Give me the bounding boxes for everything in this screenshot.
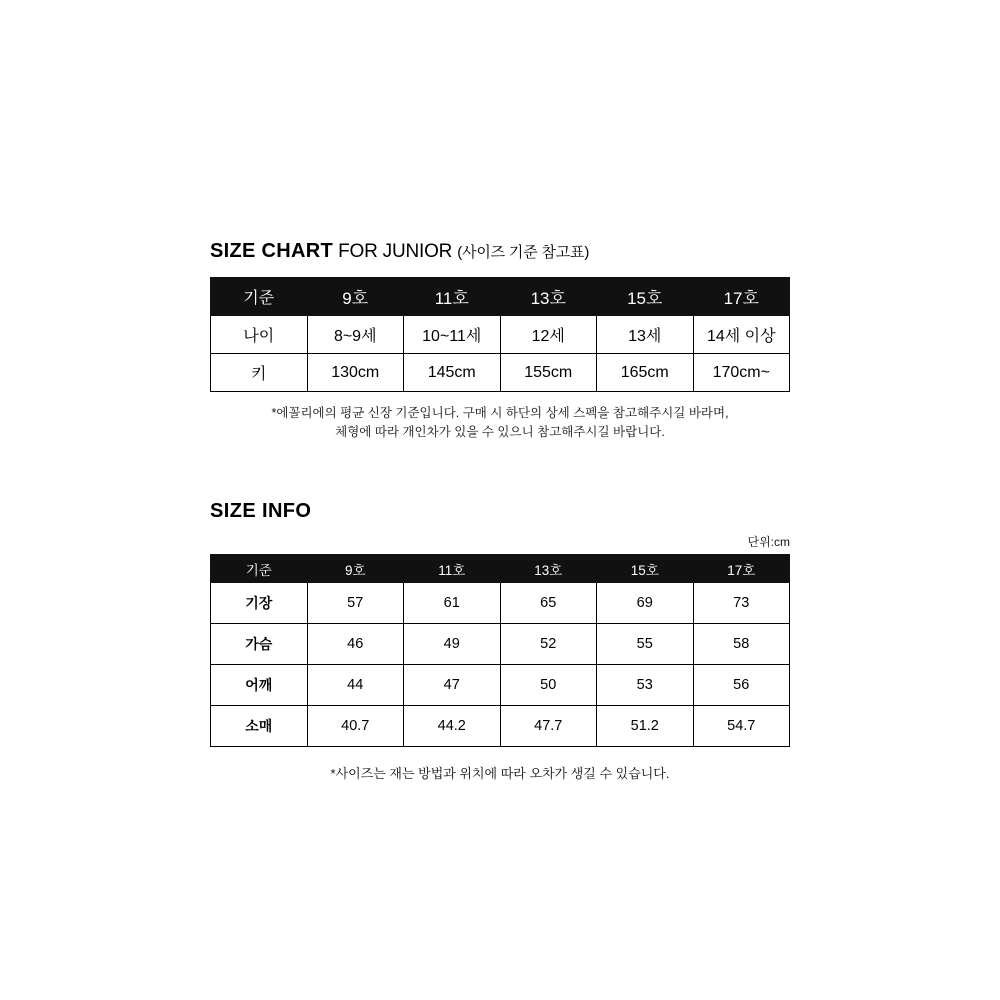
cell-length-11: 61 <box>404 583 501 624</box>
cell-shoulder-9: 44 <box>307 665 404 706</box>
column-header-base: 기준 <box>211 555 308 583</box>
column-header-9: 9호 <box>307 278 404 316</box>
cell-sleeve-13: 47.7 <box>500 706 597 747</box>
column-header-13: 13호 <box>500 555 597 583</box>
size-info-unit-label: 단위:cm <box>747 535 790 549</box>
column-header-base: 기준 <box>211 278 308 316</box>
size-chart-title-paren: (사이즈 기준 참고표) <box>457 244 590 261</box>
cell-sleeve-11: 44.2 <box>404 706 501 747</box>
row-label-age: 나이 <box>211 316 308 354</box>
row-label-chest: 가슴 <box>211 624 308 665</box>
size-chart-note-line2: 체형에 따라 개인차가 있을 수 있으니 참고해주시길 바랍니다. <box>335 425 665 440</box>
cell-chest-13: 52 <box>500 624 597 665</box>
column-header-15: 15호 <box>597 555 694 583</box>
row-label-shoulder: 어깨 <box>211 665 308 706</box>
size-chart-table <box>210 277 790 392</box>
cell-age-11: 10~11세 <box>404 316 501 354</box>
table-row <box>211 665 790 706</box>
cell-age-9: 8~9세 <box>307 316 404 354</box>
cell-age-17: 14세 이상 <box>693 316 790 354</box>
size-chart-title <box>210 240 790 263</box>
row-label-height: 키 <box>211 354 308 392</box>
size-info-table <box>210 554 790 747</box>
cell-length-13: 65 <box>500 583 597 624</box>
cell-age-13: 12세 <box>500 316 597 354</box>
column-header-9: 9호 <box>307 555 404 583</box>
cell-chest-11: 49 <box>404 624 501 665</box>
table-row <box>211 624 790 665</box>
size-info-title: SIZE INFO <box>210 500 312 522</box>
cell-shoulder-13: 50 <box>500 665 597 706</box>
cell-sleeve-15: 51.2 <box>597 706 694 747</box>
cell-chest-15: 55 <box>597 624 694 665</box>
column-header-11: 11호 <box>404 555 501 583</box>
size-chart-section <box>210 240 790 443</box>
table-header-row <box>211 555 790 583</box>
size-chart-title-light: FOR JUNIOR <box>338 241 453 262</box>
table-header-row <box>211 278 790 316</box>
cell-chest-9: 46 <box>307 624 404 665</box>
cell-shoulder-15: 53 <box>597 665 694 706</box>
table-row <box>211 583 790 624</box>
table-row <box>211 354 790 392</box>
column-header-11: 11호 <box>404 278 501 316</box>
size-chart-note <box>210 404 790 443</box>
column-header-13: 13호 <box>500 278 597 316</box>
size-info-section <box>210 500 790 782</box>
cell-sleeve-17: 54.7 <box>693 706 790 747</box>
cell-chest-17: 58 <box>693 624 790 665</box>
cell-shoulder-11: 47 <box>404 665 501 706</box>
size-info-note: *사이즈는 재는 방법과 위치에 따라 오차가 생길 수 있습니다. <box>330 766 670 781</box>
cell-length-17: 73 <box>693 583 790 624</box>
column-header-17: 17호 <box>693 555 790 583</box>
table-row <box>211 316 790 354</box>
cell-length-9: 57 <box>307 583 404 624</box>
cell-height-15: 165cm <box>597 354 694 392</box>
cell-age-15: 13세 <box>597 316 694 354</box>
cell-height-9: 130cm <box>307 354 404 392</box>
cell-sleeve-9: 40.7 <box>307 706 404 747</box>
cell-shoulder-17: 56 <box>693 665 790 706</box>
cell-height-11: 145cm <box>404 354 501 392</box>
cell-height-17: 170cm~ <box>693 354 790 392</box>
cell-height-13: 155cm <box>500 354 597 392</box>
table-row <box>211 706 790 747</box>
cell-length-15: 69 <box>597 583 694 624</box>
size-chart-note-line1: *에꼴리에의 평균 신장 기준입니다. 구매 시 하단의 상세 스펙을 참고해주시길 바라며, <box>271 406 729 420</box>
row-label-sleeve: 소매 <box>211 706 308 747</box>
column-header-15: 15호 <box>597 278 694 316</box>
row-label-length: 기장 <box>211 583 308 624</box>
column-header-17: 17호 <box>693 278 790 316</box>
size-chart-title-strong: SIZE CHART <box>210 240 333 262</box>
